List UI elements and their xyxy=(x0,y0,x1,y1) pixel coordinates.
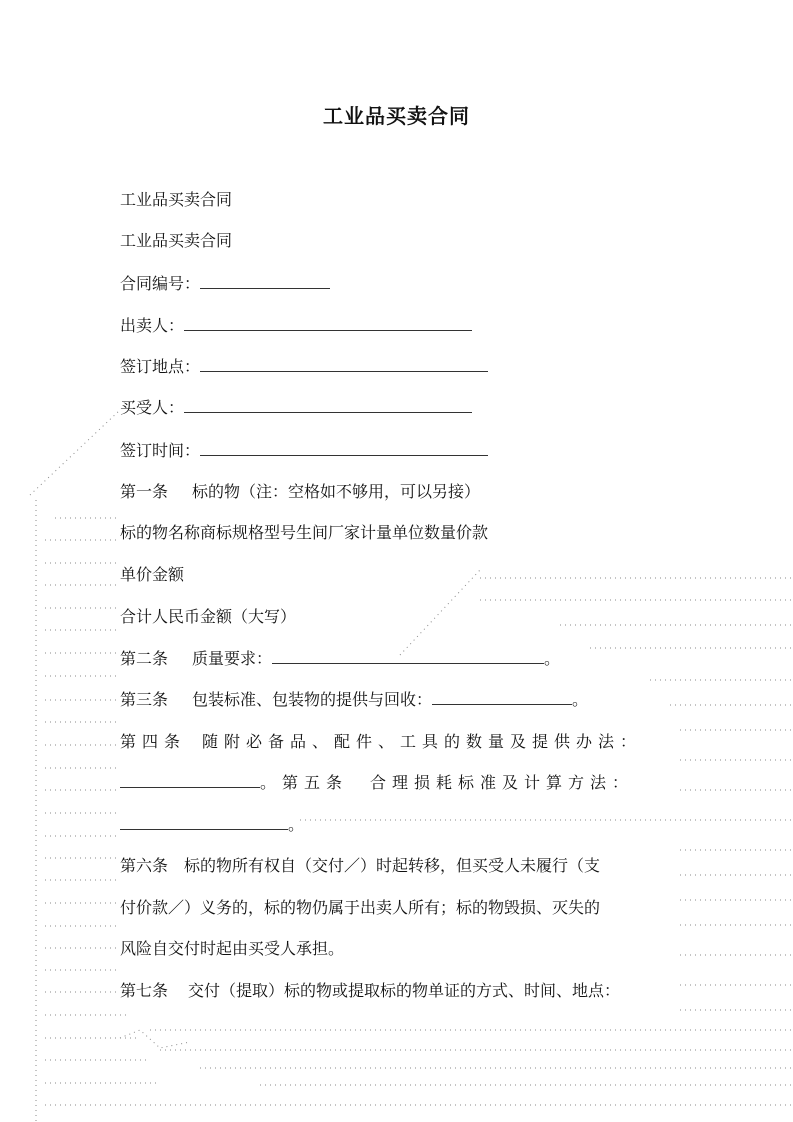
article-7-number: 第七条 xyxy=(120,981,169,1000)
article-1 xyxy=(120,481,480,503)
article-5-blank-row xyxy=(120,814,304,836)
article-6-line-1: 第六条 标的物所有权自（交付／）时起转移，但买受人未履行（支 xyxy=(120,856,601,875)
article-4 xyxy=(120,731,642,753)
article-5-end: 。 xyxy=(288,815,305,834)
article-2-text: 质量要求： xyxy=(192,649,273,668)
article-2-number: 第二条 xyxy=(120,649,169,668)
total-amount-label: 合计人民币金额（大写） xyxy=(120,607,297,626)
unit-price-label: 单价金额 xyxy=(120,565,185,584)
seller-blank[interactable] xyxy=(184,316,472,331)
article-3-text: 包装标准、包装物的提供与回收： xyxy=(192,690,433,709)
sign-time-row xyxy=(120,440,488,462)
article-7-text: 交付（提取）标的物或提取标的物单证的方式、时间、地点： xyxy=(188,981,621,1000)
sign-time-label: 签订时间： xyxy=(120,441,201,460)
seller-row xyxy=(120,315,472,337)
buyer-blank[interactable] xyxy=(184,398,472,413)
sign-place-blank[interactable] xyxy=(200,357,488,372)
article-4-text: 随附必备品、配件、工具的数量及提供办法： xyxy=(202,732,643,751)
article-1-text: 标的物（注：空格如不够用，可以另接） xyxy=(192,482,481,501)
article-3 xyxy=(120,689,588,711)
article-3-number: 第三条 xyxy=(120,690,169,709)
article-7 xyxy=(120,980,620,1002)
article-5-number: 第五条 xyxy=(282,773,349,792)
sign-place-label: 签订地点： xyxy=(120,357,201,376)
contract-number-blank[interactable] xyxy=(200,274,330,289)
seller-label: 出卖人： xyxy=(120,316,185,335)
buyer-label: 买受人： xyxy=(120,398,185,417)
packaging-blank[interactable] xyxy=(432,690,572,705)
accessories-blank[interactable] xyxy=(120,773,260,788)
article-1-number: 第一条 xyxy=(120,482,169,501)
article-6-line-2: 付价款／）义务的，标的物仍属于出卖人所有；标的物毁损、灭失的 xyxy=(120,898,601,917)
article-6-line-3: 风险自交付时起由买受人承担。 xyxy=(120,939,345,958)
article-5-text: 合理损耗标准及计算方法： xyxy=(370,773,635,792)
article-4-number: 第四条 xyxy=(120,732,187,751)
quality-blank[interactable] xyxy=(272,649,544,664)
article-2-end: 。 xyxy=(544,649,561,668)
goods-table-header: 标的物名称商标规格型号生间厂家计量单位数量价款 xyxy=(120,523,489,542)
buyer-row xyxy=(120,397,472,419)
contract-number-label: 合同编号： xyxy=(120,274,201,293)
page-title: 工业品买卖合同 xyxy=(323,104,470,128)
contract-heading-1: 工业品买卖合同 xyxy=(120,190,233,209)
article-4-end: 。 xyxy=(260,773,283,792)
loss-standard-blank[interactable] xyxy=(120,815,288,830)
article-3-end: 。 xyxy=(572,690,589,709)
sign-time-blank[interactable] xyxy=(200,441,488,456)
contract-number-row xyxy=(120,273,330,295)
sign-place-row xyxy=(120,356,488,378)
contract-heading-2: 工业品买卖合同 xyxy=(120,231,233,250)
article-2 xyxy=(120,648,560,670)
article-4-5-row xyxy=(120,772,634,794)
